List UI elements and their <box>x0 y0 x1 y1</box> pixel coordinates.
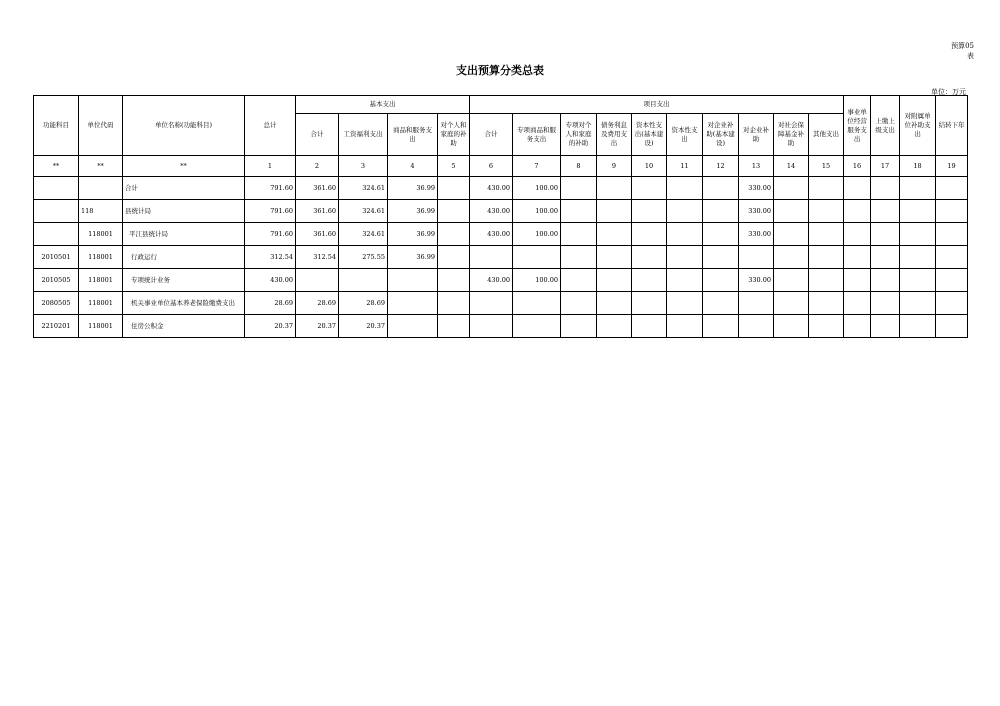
project-goods-cell <box>513 315 561 338</box>
project-other-cell <box>809 246 844 269</box>
project-capital-construction-cell <box>632 223 667 246</box>
header-basic-goods: 商品和服务支出 <box>388 114 438 156</box>
carry-forward-cell <box>936 269 968 292</box>
header-basic-total: 合计 <box>296 114 339 156</box>
index-cell: 13 <box>739 156 774 177</box>
operating-service-cell <box>844 315 871 338</box>
total-cell: 430.00 <box>245 269 296 292</box>
func-code-cell <box>34 223 79 246</box>
project-debt-cell <box>597 246 632 269</box>
project-goods-cell: 100.00 <box>513 200 561 223</box>
index-cell: 2 <box>296 156 339 177</box>
project-enterprise-construction-cell <box>703 315 739 338</box>
table-row <box>34 269 968 292</box>
project-enterprise-cell: 330.00 <box>739 200 774 223</box>
project-social-security-cell <box>774 177 809 200</box>
basic-wage-cell: 275.55 <box>339 246 388 269</box>
carry-forward-cell <box>936 200 968 223</box>
project-capital-cell <box>667 223 703 246</box>
basic-total-cell: 312.54 <box>296 246 339 269</box>
basic-wage-cell: 28.69 <box>339 292 388 315</box>
project-enterprise-construction-cell <box>703 223 739 246</box>
operating-service-cell <box>844 292 871 315</box>
index-cell: 16 <box>844 156 871 177</box>
project-other-cell <box>809 315 844 338</box>
project-enterprise-cell: 330.00 <box>739 223 774 246</box>
remit-upper-cell <box>871 177 900 200</box>
remit-upper-cell <box>871 246 900 269</box>
unit-name-cell: 专项统计业务 <box>123 269 245 292</box>
index-cell: 6 <box>470 156 513 177</box>
unit-code-cell: 118001 <box>79 246 123 269</box>
header-basic-group: 基本支出 <box>296 96 470 114</box>
subsidy-affiliate-cell <box>900 177 936 200</box>
index-cell: ** <box>79 156 123 177</box>
project-capital-construction-cell <box>632 292 667 315</box>
basic-personal-cell <box>438 246 470 269</box>
index-cell: 12 <box>703 156 739 177</box>
total-cell: 791.60 <box>245 177 296 200</box>
basic-personal-cell <box>438 292 470 315</box>
index-cell: 11 <box>667 156 703 177</box>
project-debt-cell <box>597 269 632 292</box>
operating-service-cell <box>844 223 871 246</box>
index-cell: 14 <box>774 156 809 177</box>
header-unit-code: 单位代码 <box>79 96 123 156</box>
basic-personal-cell <box>438 200 470 223</box>
project-enterprise-construction-cell <box>703 177 739 200</box>
project-capital-cell <box>667 177 703 200</box>
unit-code-cell: 118 <box>79 200 123 223</box>
index-cell: 10 <box>632 156 667 177</box>
project-enterprise-construction-cell <box>703 200 739 223</box>
project-capital-construction-cell <box>632 177 667 200</box>
header-operating-service: 事业单位经营服务支出 <box>844 96 871 156</box>
basic-wage-cell: 324.61 <box>339 200 388 223</box>
project-social-security-cell <box>774 246 809 269</box>
project-enterprise-construction-cell <box>703 269 739 292</box>
project-goods-cell: 100.00 <box>513 177 561 200</box>
header-project-group: 项目支出 <box>470 96 844 114</box>
project-debt-cell <box>597 315 632 338</box>
header-project-enterprise-construction: 对企业补助(基本建设) <box>703 114 739 156</box>
table-row <box>34 315 968 338</box>
remit-upper-cell <box>871 223 900 246</box>
remit-upper-cell <box>871 269 900 292</box>
total-cell: 791.60 <box>245 200 296 223</box>
unit-name-cell: 平江县统计局 <box>123 223 245 246</box>
header-basic-personal: 对个人和家庭的补助 <box>438 114 470 156</box>
basic-wage-cell: 324.61 <box>339 177 388 200</box>
basic-total-cell: 361.60 <box>296 200 339 223</box>
index-cell: 4 <box>388 156 438 177</box>
project-personal-cell <box>561 177 597 200</box>
project-personal-cell <box>561 292 597 315</box>
project-total-cell <box>470 292 513 315</box>
unit-code-cell: 118001 <box>79 315 123 338</box>
project-enterprise-cell <box>739 292 774 315</box>
table-row <box>34 177 968 200</box>
unit-name-cell: 住房公积金 <box>123 315 245 338</box>
project-total-cell: 430.00 <box>470 223 513 246</box>
remit-upper-cell <box>871 315 900 338</box>
basic-goods-cell <box>388 269 438 292</box>
index-cell: 1 <box>245 156 296 177</box>
basic-goods-cell: 36.99 <box>388 223 438 246</box>
project-other-cell <box>809 223 844 246</box>
project-enterprise-construction-cell <box>703 292 739 315</box>
basic-total-cell: 28.69 <box>296 292 339 315</box>
basic-wage-cell: 324.61 <box>339 223 388 246</box>
header-project-capital-construction: 资本性支出(基本建设) <box>632 114 667 156</box>
total-cell: 312.54 <box>245 246 296 269</box>
index-cell: 17 <box>871 156 900 177</box>
project-other-cell <box>809 200 844 223</box>
subsidy-affiliate-cell <box>900 292 936 315</box>
basic-goods-cell: 36.99 <box>388 177 438 200</box>
operating-service-cell <box>844 200 871 223</box>
project-debt-cell <box>597 292 632 315</box>
index-cell: ** <box>123 156 245 177</box>
header-project-social-security: 对社会保障基金补助 <box>774 114 809 156</box>
project-social-security-cell <box>774 269 809 292</box>
unit-name-cell: 合计 <box>123 177 245 200</box>
basic-goods-cell <box>388 315 438 338</box>
header-project-goods: 专项商品和服务支出 <box>513 114 561 156</box>
operating-service-cell <box>844 177 871 200</box>
budget-table <box>33 95 968 338</box>
table-body <box>34 177 968 338</box>
subsidy-affiliate-cell <box>900 246 936 269</box>
project-other-cell <box>809 269 844 292</box>
project-capital-cell <box>667 315 703 338</box>
table-row <box>34 200 968 223</box>
basic-personal-cell <box>438 269 470 292</box>
unit-code-cell: 118001 <box>79 269 123 292</box>
header-func-code: 功能科目 <box>34 96 79 156</box>
basic-wage-cell: 20.37 <box>339 315 388 338</box>
index-cell: 19 <box>936 156 968 177</box>
operating-service-cell <box>844 246 871 269</box>
carry-forward-cell <box>936 246 968 269</box>
project-enterprise-cell: 330.00 <box>739 177 774 200</box>
header-project-personal: 专项对个人和家庭的补助 <box>561 114 597 156</box>
project-enterprise-cell: 330.00 <box>739 269 774 292</box>
table-row <box>34 292 968 315</box>
basic-total-cell: 361.60 <box>296 223 339 246</box>
basic-goods-cell <box>388 292 438 315</box>
header-total: 总计 <box>245 96 296 156</box>
func-code-cell <box>34 177 79 200</box>
unit-code-cell <box>79 177 123 200</box>
project-capital-cell <box>667 269 703 292</box>
func-code-cell: 2010501 <box>34 246 79 269</box>
basic-personal-cell <box>438 177 470 200</box>
header-project-debt: 债务利息及费用支出 <box>597 114 632 156</box>
project-personal-cell <box>561 200 597 223</box>
subsidy-affiliate-cell <box>900 315 936 338</box>
project-goods-cell <box>513 246 561 269</box>
index-cell: 5 <box>438 156 470 177</box>
project-personal-cell <box>561 223 597 246</box>
func-code-cell <box>34 200 79 223</box>
project-social-security-cell <box>774 223 809 246</box>
remit-upper-cell <box>871 200 900 223</box>
carry-forward-cell <box>936 223 968 246</box>
index-cell: 8 <box>561 156 597 177</box>
project-debt-cell <box>597 200 632 223</box>
index-cell: 18 <box>900 156 936 177</box>
subsidy-affiliate-cell <box>900 200 936 223</box>
project-social-security-cell <box>774 315 809 338</box>
project-capital-construction-cell <box>632 269 667 292</box>
project-social-security-cell <box>774 200 809 223</box>
project-capital-construction-cell <box>632 200 667 223</box>
project-capital-cell <box>667 200 703 223</box>
unit-code-cell: 118001 <box>79 223 123 246</box>
project-enterprise-cell <box>739 246 774 269</box>
project-total-cell: 430.00 <box>470 177 513 200</box>
basic-goods-cell: 36.99 <box>388 246 438 269</box>
basic-goods-cell: 36.99 <box>388 200 438 223</box>
total-cell: 791.60 <box>245 223 296 246</box>
carry-forward-cell <box>936 177 968 200</box>
project-goods-cell <box>513 292 561 315</box>
index-cell: 7 <box>513 156 561 177</box>
subsidy-affiliate-cell <box>900 223 936 246</box>
header-project-capital: 资本性支出 <box>667 114 703 156</box>
project-total-cell: 430.00 <box>470 269 513 292</box>
project-debt-cell <box>597 223 632 246</box>
project-total-cell <box>470 246 513 269</box>
project-other-cell <box>809 177 844 200</box>
project-capital-construction-cell <box>632 246 667 269</box>
index-cell: 3 <box>339 156 388 177</box>
header-project-other: 其他支出 <box>809 114 844 156</box>
basic-personal-cell <box>438 315 470 338</box>
table-row <box>34 246 968 269</box>
project-personal-cell <box>561 246 597 269</box>
document-title: 支出预算分类总表 <box>456 64 544 77</box>
total-cell: 20.37 <box>245 315 296 338</box>
project-enterprise-construction-cell <box>703 246 739 269</box>
func-code-cell: 2080505 <box>34 292 79 315</box>
basic-total-cell: 20.37 <box>296 315 339 338</box>
project-total-cell <box>470 315 513 338</box>
project-total-cell: 430.00 <box>470 200 513 223</box>
project-capital-cell <box>667 246 703 269</box>
unit-name-cell: 县统计局 <box>123 200 245 223</box>
subsidy-affiliate-cell <box>900 269 936 292</box>
carry-forward-cell <box>936 315 968 338</box>
operating-service-cell <box>844 269 871 292</box>
header-project-enterprise: 对企业补助 <box>739 114 774 156</box>
unit-label: 单位：万元 <box>931 88 966 96</box>
project-enterprise-cell <box>739 315 774 338</box>
basic-wage-cell <box>339 269 388 292</box>
document-code: 预算05 表 <box>951 42 974 60</box>
project-debt-cell <box>597 177 632 200</box>
project-goods-cell: 100.00 <box>513 223 561 246</box>
header-basic-wage: 工资福利支出 <box>339 114 388 156</box>
project-social-security-cell <box>774 292 809 315</box>
unit-name-cell: 行政运行 <box>123 246 245 269</box>
header-unit-name: 单位名称(功能科目) <box>123 96 245 156</box>
project-other-cell <box>809 292 844 315</box>
carry-forward-cell <box>936 292 968 315</box>
unit-name-cell: 机关事业单位基本养老保险缴费支出 <box>123 292 245 315</box>
basic-total-cell: 361.60 <box>296 177 339 200</box>
project-goods-cell: 100.00 <box>513 269 561 292</box>
remit-upper-cell <box>871 292 900 315</box>
unit-code-cell: 118001 <box>79 292 123 315</box>
index-cell: ** <box>34 156 79 177</box>
project-capital-construction-cell <box>632 315 667 338</box>
func-code-cell: 2210201 <box>34 315 79 338</box>
func-code-cell: 2010505 <box>34 269 79 292</box>
header-carry-forward: 结转下年 <box>936 96 968 156</box>
index-cell: 9 <box>597 156 632 177</box>
basic-personal-cell <box>438 223 470 246</box>
table-row <box>34 223 968 246</box>
project-capital-cell <box>667 292 703 315</box>
header-project-total: 合计 <box>470 114 513 156</box>
header-remit-upper: 上缴上级支出 <box>871 96 900 156</box>
index-row <box>34 156 968 177</box>
index-cell: 15 <box>809 156 844 177</box>
header-subsidy-affiliate: 对附属单位补助支出 <box>900 96 936 156</box>
project-personal-cell <box>561 269 597 292</box>
basic-total-cell <box>296 269 339 292</box>
total-cell: 28.69 <box>245 292 296 315</box>
project-personal-cell <box>561 315 597 338</box>
